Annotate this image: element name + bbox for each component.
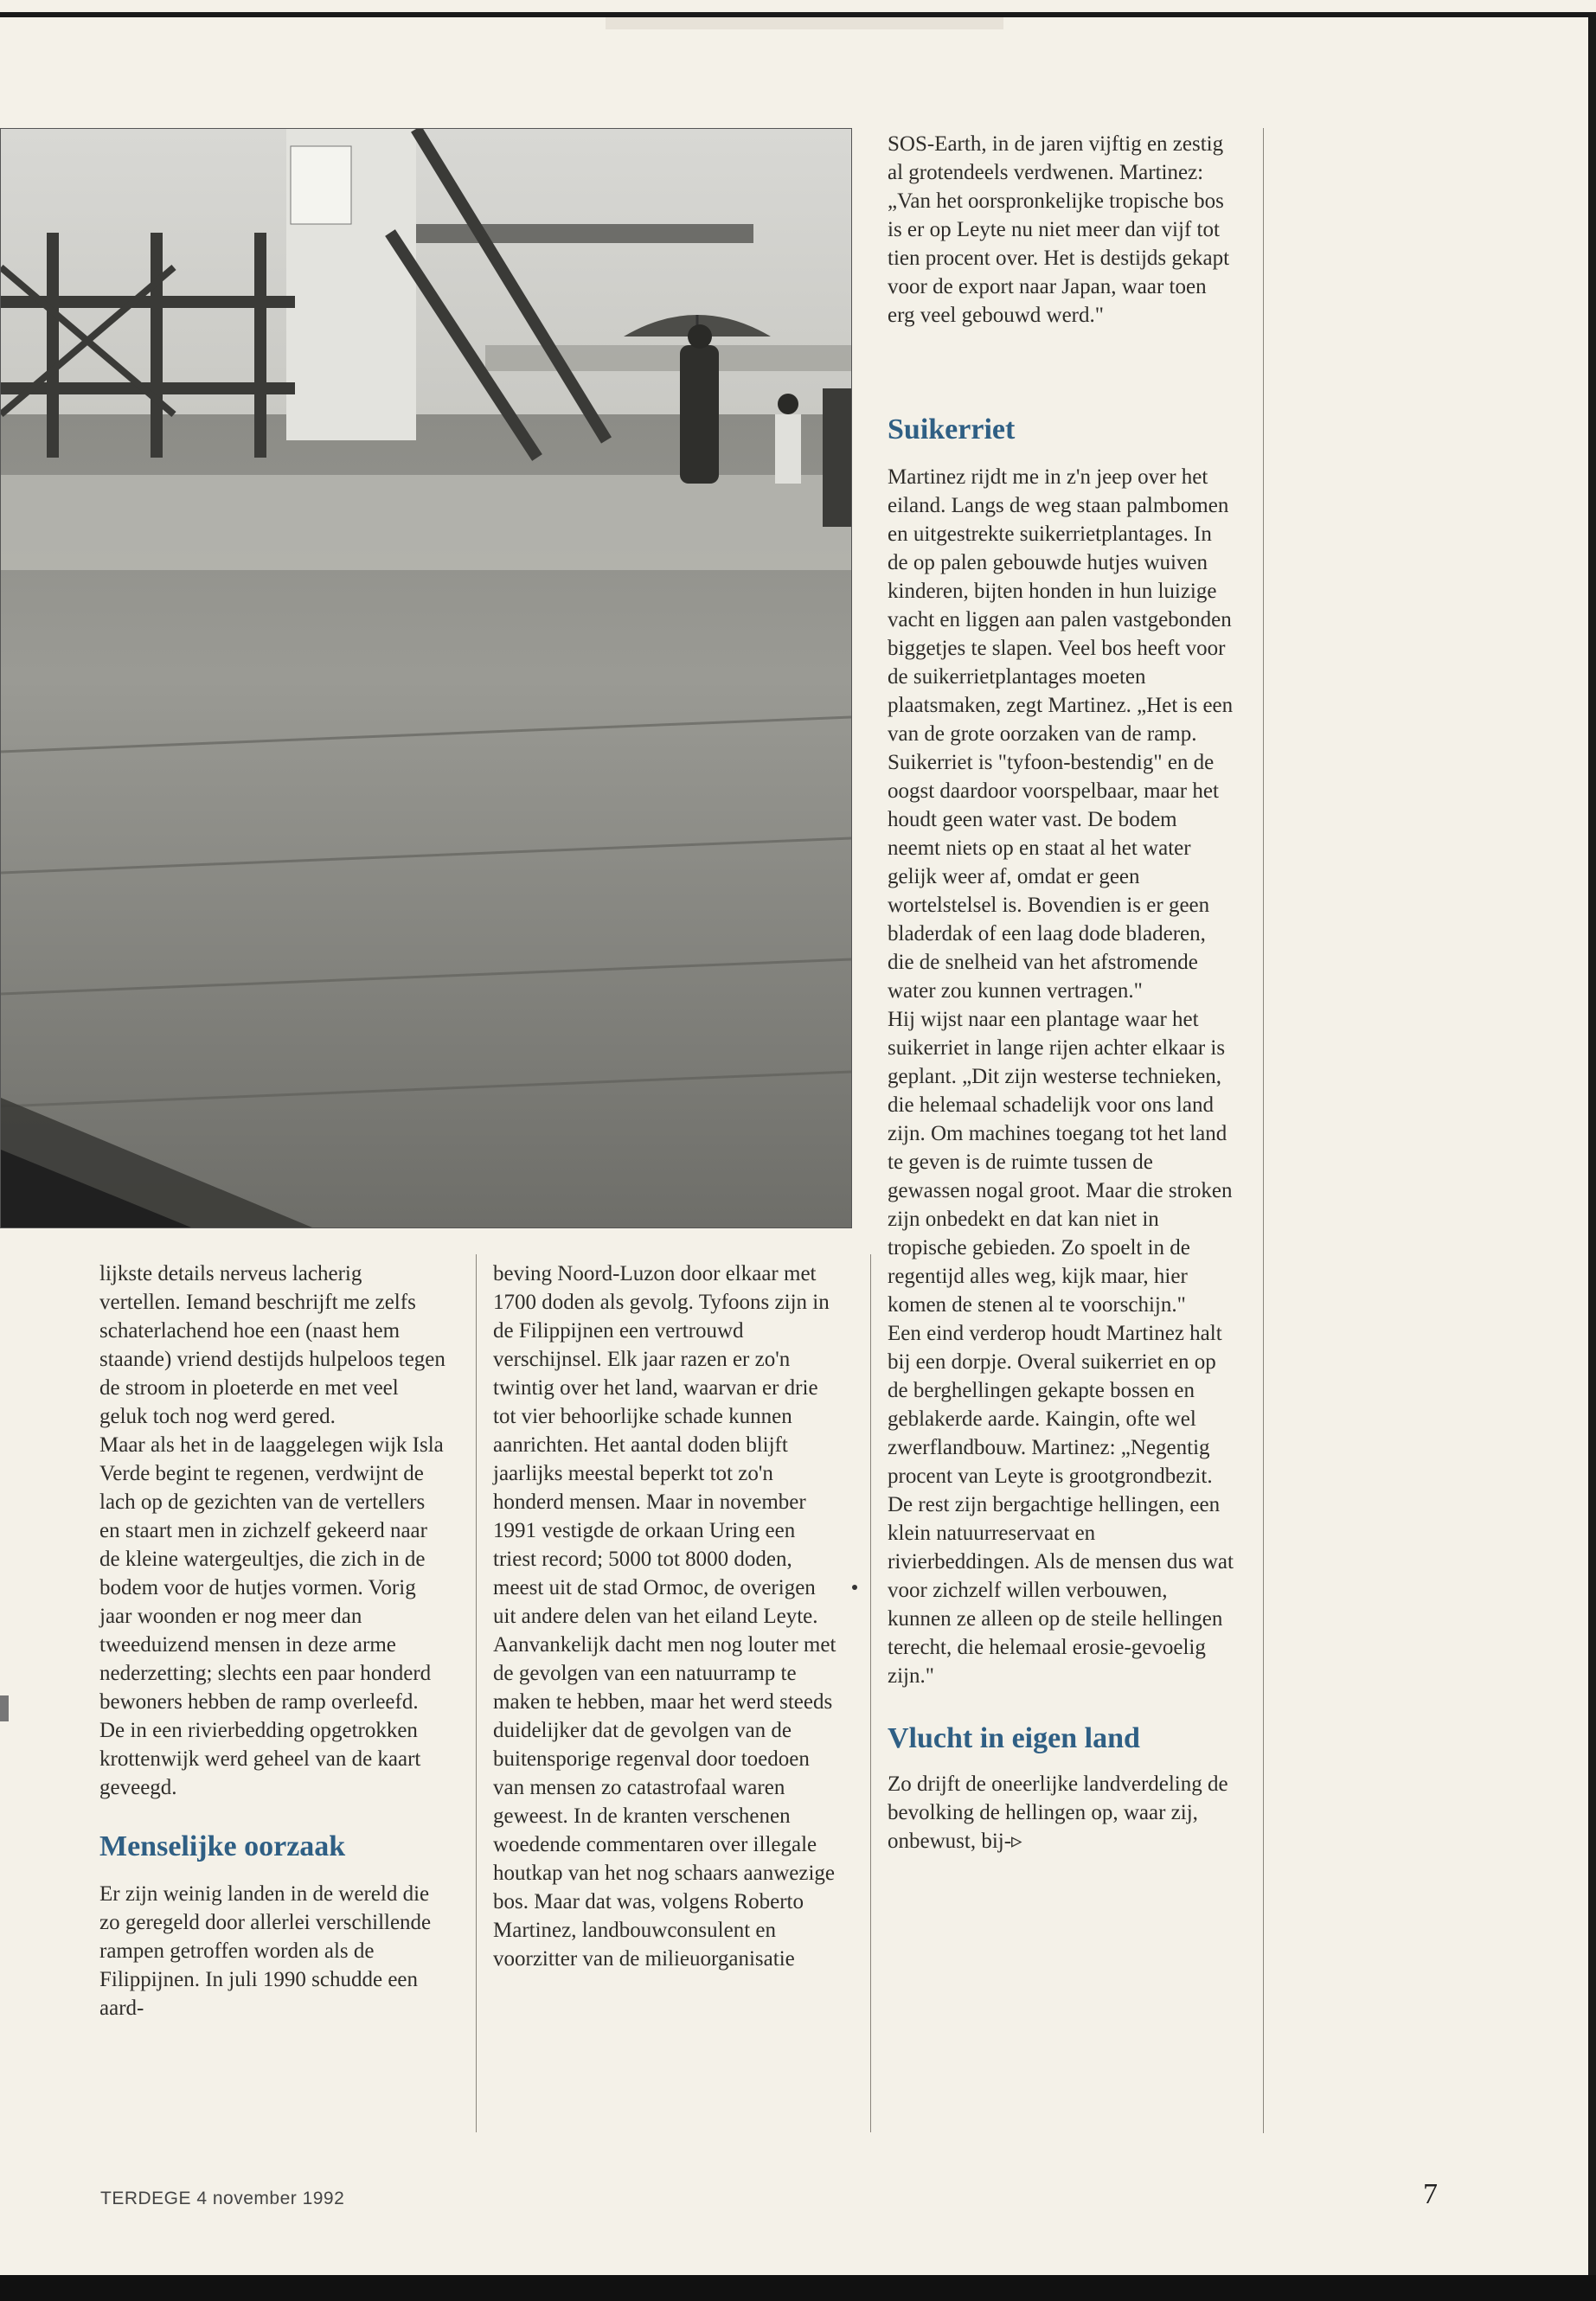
paragraph: Zo drijft de oneerlijke landverdeling de bevolking de hellingen op, waar zij, onbewust, bij-▹ — [888, 1772, 1228, 1853]
paragraph: Er zijn weinig landen in de wereld die zo geregeld door allerlei verschillende rampen getroffen worden als de Filippijnen. In juli 1990 schudde een aard- — [99, 1882, 432, 2020]
column-divider — [870, 1254, 871, 2132]
stray-dot — [852, 1585, 857, 1590]
paragraph: SOS-Earth, in de jaren vijftig en zestig al grotendeels verdwenen. Martinez: „Van het oorspronkelijke tropische bos is er op Leyte nu niet meer dan vijf tot tien procent over. Het is destijds gekapt voor de export naar Japan, waar toen erg veel gebouwd werd." — [888, 132, 1230, 327]
paragraph: Aanvankelijk dacht men nog louter met de gevolgen van een natuurramp te maken te hebben, maar het werd steeds duidelijker dat de gevolgen van de buitensporige regenval door toedoen van mensen zo catastrofaal waren geweest. In de kranten verschenen woedende commentaren over illegale houtkap van het nog schaars aanwezige bos. Maar dat was, volgens Roberto Martinez, landbouwconsulent en voorzitter van de milieuorganisatie — [493, 1633, 836, 1971]
paragraph: Hij wijst naar een plantage waar het suikerriet in lange rijen achter elkaar is geplant. „Dit zijn westerse technieken, die helemaal schadelijk voor ons land zijn. Om machines toegang tot het land te geven is de ruimte tussen de gewassen nogal groot. Maar die stroken zijn onbedekt en dat kan niet in tropische gebieden. Zo spoelt in de regentijd alles weg, kijk maar, hier komen de stenen al te voorschijn." — [888, 1008, 1233, 1317]
article-column-middle — [493, 1259, 839, 1973]
page-number: 7 — [1423, 2178, 1438, 2210]
column-divider — [476, 1254, 477, 2132]
paragraph: Een eind verderop houdt Martinez halt bij een dorpje. Overal suikerriet en op de berghellingen gekapte bossen en geblakerde aarde. Kaingin, ofte wel zwerflandbouw. Martinez: „Negentig procent van Leyte is grootgrondbezit. De rest zijn bergachtige hellingen, een klein natuurreservaat en rivierbeddingen. Als de mensen dus wat voor zichzelf willen verbouwen, kunnen ze alleen op de steile hellingen terecht, die helemaal erosie-gevoelig zijn." — [888, 1322, 1234, 1688]
scan-border-right — [1588, 12, 1596, 2275]
bleed-through-text — [606, 17, 1003, 29]
footer-publication: TERDEGE 4 november 1992 — [100, 2189, 345, 2208]
paragraph: Maar als het in de laaggelegen wijk Isla Verde begint te regenen, verdwijnt de lach op de gezichten van de vertellers en staart men in zichzelf gekeerd naar de kleine watergeultjes, die zich in de bodem voor de hutjes vormen. Vorig jaar woonden er nog meer dan tweeduizend mensen in deze arme nederzetting; slechts een paar honderd bewoners hebben de ramp overleefd. De in een rivierbedding opgetrokken krottenwijk werd geheel van de kaart geveegd. — [99, 1433, 444, 1799]
scan-border-bottom — [0, 2275, 1596, 2301]
paragraph: Martinez rijdt me in z'n jeep over het eiland. Langs de weg staan palmbomen en uitgestrekte suikerrietplantages. In de op palen gebouwde hutjes wuiven kinderen, bijten honden in hun luizige vacht en liggen aan palen vastgebonden biggetjes te slapen. Veel bos heeft voor de suikerrietplantages moeten plaatsmaken, zegt Martinez. „Het is een van de grote oorzaken van de ramp. Suikerriet is "tyfoon-bestendig" en de oogst daardoor voorspelbaar, maar het houdt geen water vast. De bodem neemt niets op en staat al het water gelijk weer af, omdat er geen wortelstelsel is. Bovendien is er geen bladerdak of een laag dode bladeren, die de snelheid van het afstromende water zou kunnen vertragen." — [888, 465, 1234, 1003]
paragraph: lijkste details nerveus lacherig vertellen. Iemand beschrijft me zelfs schaterlachend hoe een (naast hem staande) vriend destijds hulpeloos tegen de stroom in ploeterde en met veel geluk toch nog werd gered. — [99, 1262, 445, 1428]
photo-illustration — [1, 129, 851, 1227]
section-heading-suikerriet: Suikerriet — [888, 413, 1016, 445]
article-column-left — [99, 1259, 445, 2022]
column-divider — [1263, 128, 1264, 2133]
edge-mark — [0, 1695, 9, 1721]
article-column-top-right — [888, 130, 1234, 330]
article-photo — [0, 128, 852, 1228]
paragraph: beving Noord-Luzon door elkaar met 1700 doden als gevolg. Tyfoons zijn in de Filippijnen een vertrouwd verschijnsel. Elk jaar razen er zo'n twintig over het land, waarvan er drie tot vier behoorlijke schade kunnen aanrichten. Het aantal doden blijft jaarlijks meestal beperkt tot zo'n honderd mensen. Maar in november 1991 vestigde de orkaan Uring een triest record; 5000 tot 8000 doden, meest uit de stad Ormoc, de overigen uit andere delen van het eiland Leyte. — [493, 1262, 830, 1628]
section-heading-menselijke-oorzaak: Menselijke oorzaak — [99, 1830, 346, 1862]
section-heading-vlucht: Vlucht in eigen land — [888, 1722, 1140, 1754]
article-column-right — [888, 411, 1234, 1856]
